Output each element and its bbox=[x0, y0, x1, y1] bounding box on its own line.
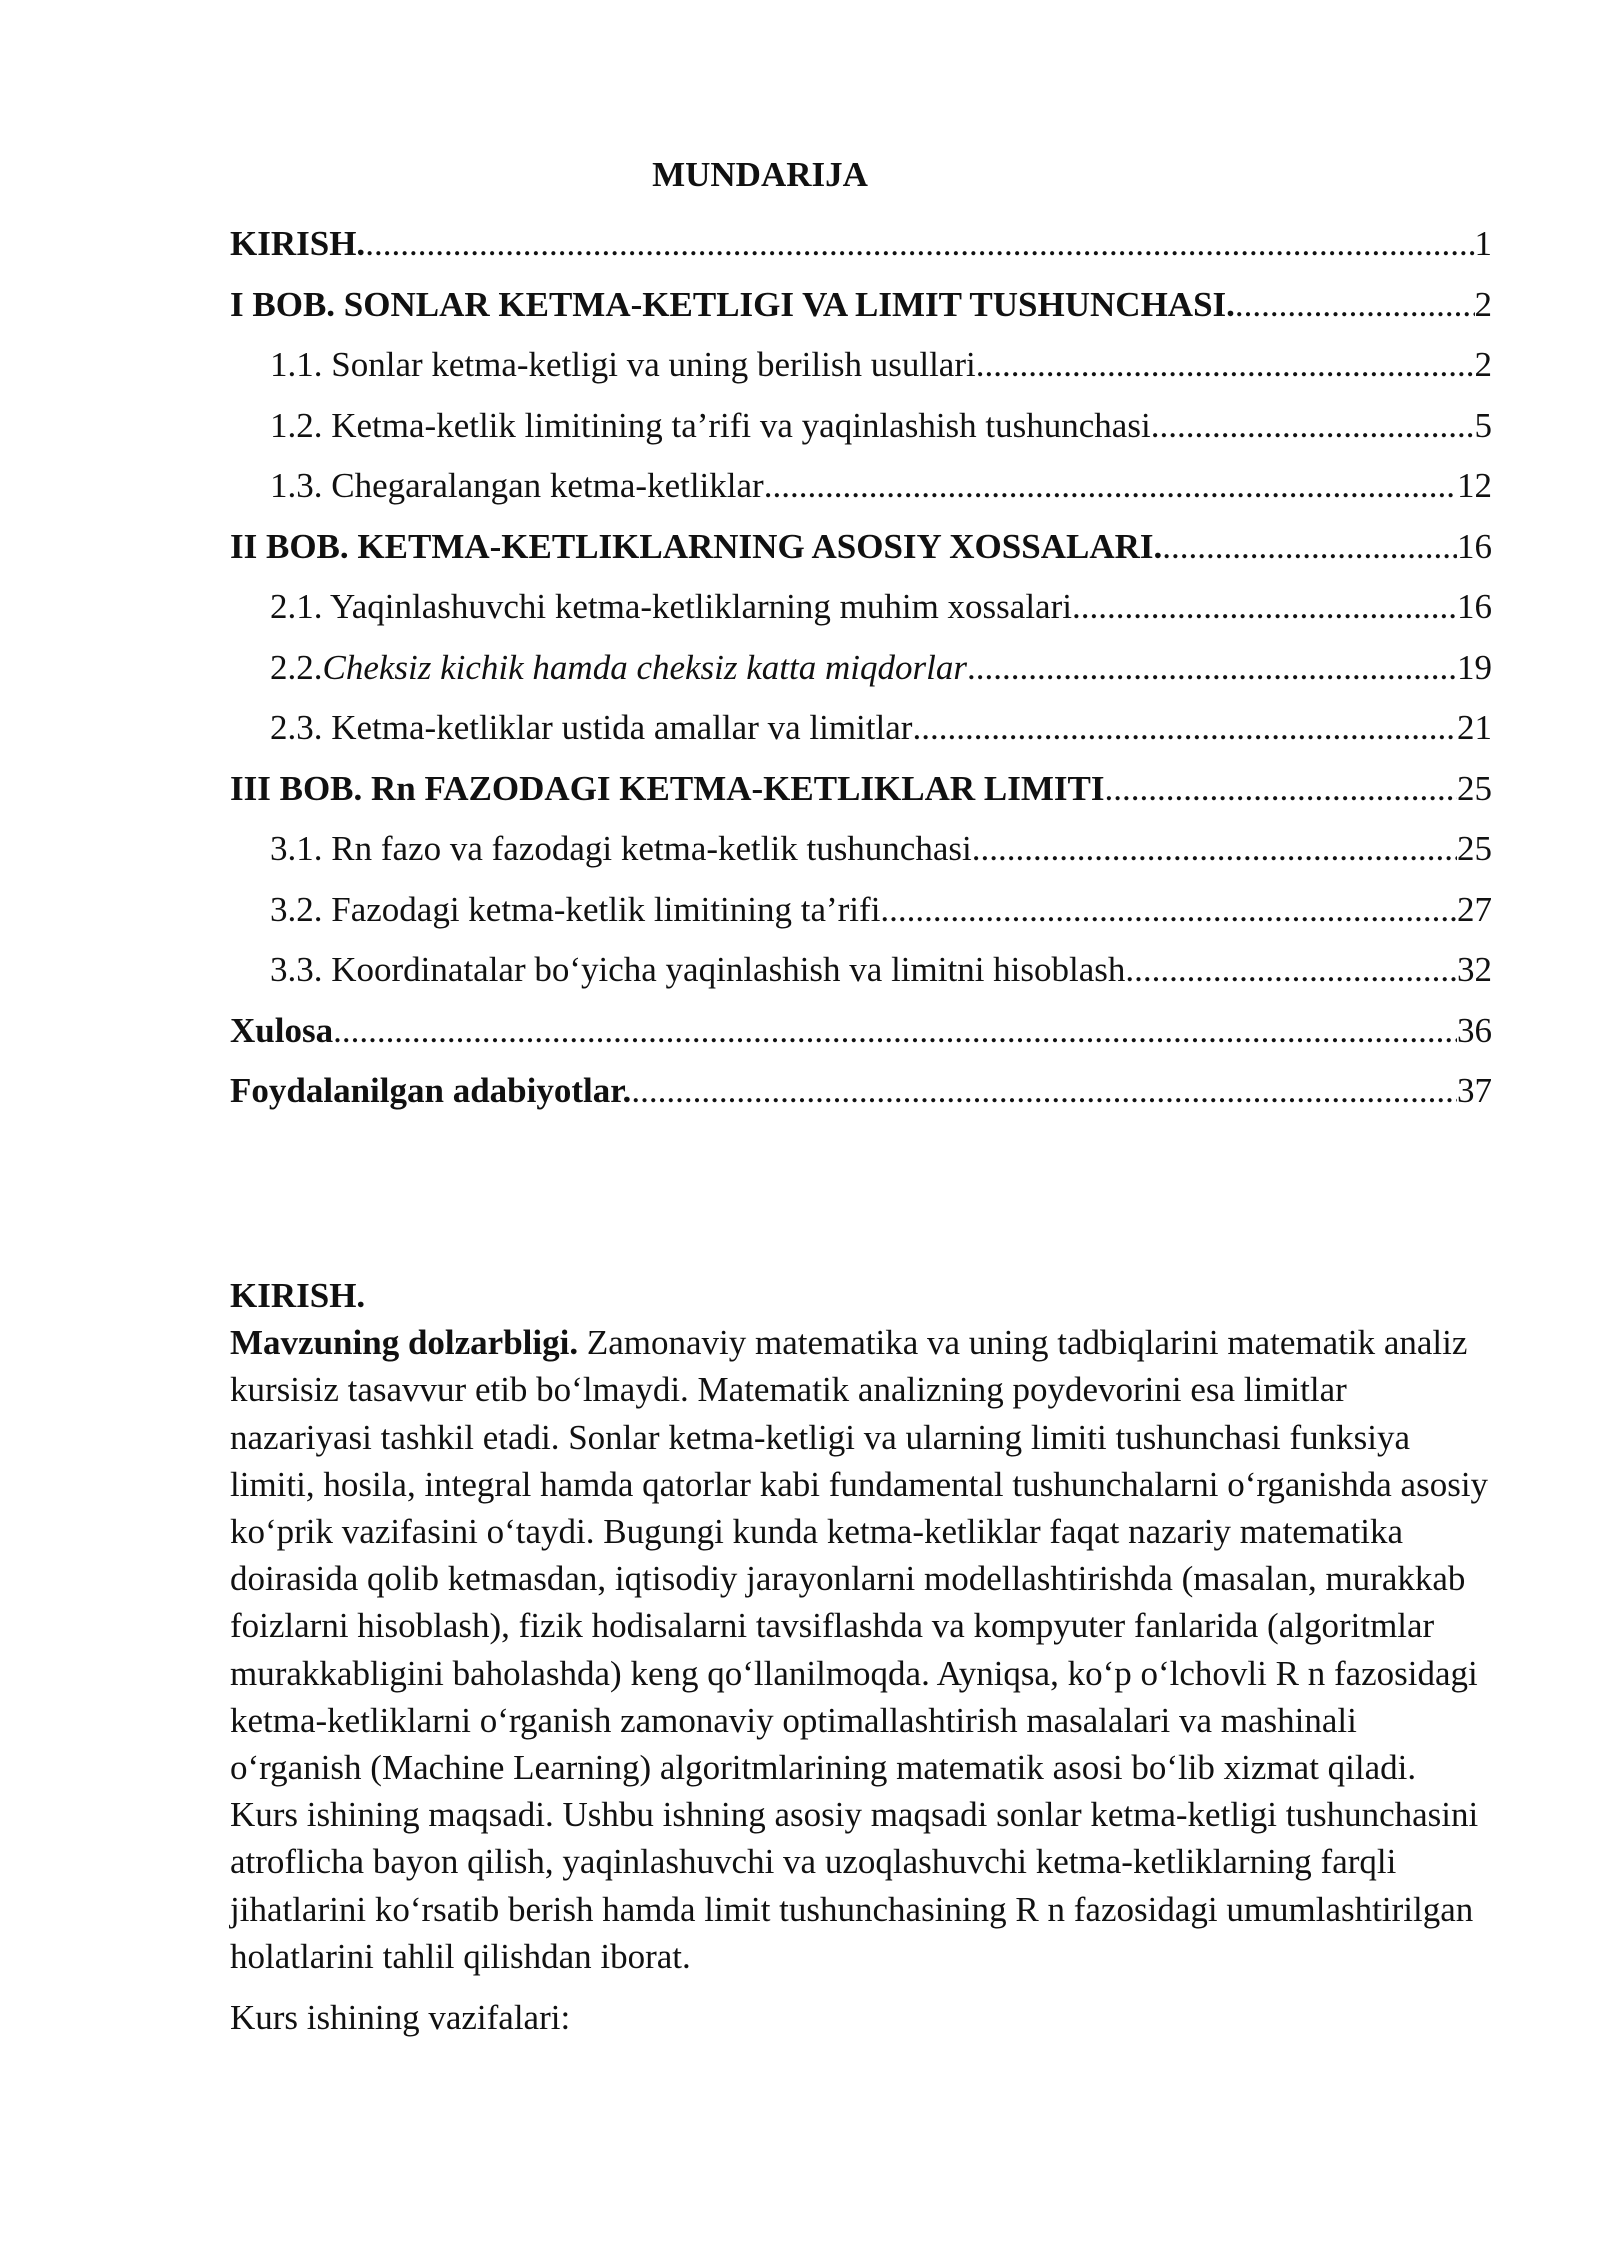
toc-leader-dots bbox=[764, 456, 1457, 516]
intro-lead: Mavzuning dolzarbligi. bbox=[230, 1323, 579, 1363]
toc-entry-label: Foydalanilgan adabiyotlar. bbox=[230, 1071, 632, 1110]
toc-entry[interactable] bbox=[230, 275, 1492, 336]
toc-leader-dots bbox=[880, 880, 1457, 940]
toc-entry-page: 37 bbox=[1457, 1071, 1492, 1110]
toc-entry-label bbox=[270, 638, 967, 698]
toc-entry-page: 5 bbox=[1474, 405, 1492, 445]
toc-entry[interactable] bbox=[230, 940, 1492, 1001]
toc-entry[interactable] bbox=[230, 698, 1492, 759]
toc-entry-page: 19 bbox=[1457, 647, 1492, 687]
toc-entry[interactable] bbox=[230, 880, 1492, 941]
toc-entry-page: 16 bbox=[1457, 526, 1492, 566]
toc-entry[interactable] bbox=[230, 456, 1492, 517]
tasks-heading: Kurs ishining vazifalari: bbox=[230, 1998, 571, 2038]
toc-entry[interactable] bbox=[230, 819, 1492, 880]
toc-leader-dots bbox=[976, 335, 1475, 395]
toc-entry-page: 32 bbox=[1457, 950, 1492, 989]
toc-entry-label: 1.1. Sonlar ketma-ketligi va uning berilish usullari bbox=[270, 345, 976, 384]
intro-paragraph bbox=[230, 1319, 1492, 1980]
toc-entry-page: 2 bbox=[1474, 345, 1492, 384]
toc-entry-page: 1 bbox=[1474, 224, 1492, 263]
table-of-contents bbox=[230, 214, 1492, 1122]
toc-leader-dots bbox=[1162, 517, 1457, 577]
toc-entry[interactable] bbox=[230, 214, 1492, 275]
toc-entry-page: 25 bbox=[1457, 829, 1492, 868]
toc-entry-page: 16 bbox=[1457, 587, 1492, 626]
toc-entry-page: 21 bbox=[1457, 708, 1492, 747]
toc-leader-dots bbox=[333, 1001, 1457, 1061]
toc-entry-label: 3.2. Fazodagi ketma-ketlik limitining ta’rifi bbox=[270, 889, 881, 929]
toc-leader-dots bbox=[1151, 396, 1475, 456]
toc-leader-dots bbox=[631, 1061, 1457, 1121]
toc-entry[interactable] bbox=[230, 577, 1492, 638]
toc-leader-dots bbox=[1072, 577, 1457, 637]
toc-entry-label: 1.2. Ketma-ketlik limitining ta’rifi va yaqinlashish tushunchasi bbox=[270, 405, 1151, 445]
toc-entry-label: 2.1. Yaqinlashuvchi ketma-ketliklarning muhim xossalari bbox=[270, 587, 1072, 626]
toc-title: MUNDARIJA bbox=[652, 155, 868, 194]
toc-entry-page: 12 bbox=[1457, 466, 1492, 505]
toc-leader-dots bbox=[967, 638, 1457, 698]
toc-leader-dots bbox=[1235, 275, 1475, 335]
toc-entry-label: 1.3. Chegaralangan ketma-ketliklar bbox=[270, 466, 764, 505]
toc-entry-label: KIRISH. bbox=[230, 224, 366, 263]
intro-body: Zamonaviy matematika va uning tadbiqlarini matematik analiz kursisiz tasavvur etib bo‘lmaydi. Matematik analizning poydevorini esa limitlar nazariyasi tashkil etadi. Sonlar ketma-ketligi va ularning limiti tushunchasi funksiya limiti, hosila, integral hamda qatorlar kabi fundamental tushunchalarni o‘rganishda asosiy ko‘prik vazifasini o‘taydi. Bugungi kunda ketma-ketliklar faqat nazariy matematika doirasida qolib ketmasdan, iqtisodiy jarayonlarni modellashtirishda (masalan, murakkab foizlarni hisoblash), fizik hodisalarni tavsiflashda va kompyuter fanlarida (algoritmlar murakkabligini baholashda) keng qo‘llanilmoqda. Ayniqsa, ko‘p o‘lchovli R n fazosidagi ketma-ketliklarni o‘rganish zamonaviy optimallashtirish masalalari va mashinali o‘rganish (Machine Learning) algoritmlarining matematik asosi bo‘lib xizmat qiladi. Kurs ishining maqsadi. Ushbu ishning asosiy maqsadi sonlar ketma-ketligi tushunchasini atroflicha bayon qilish, yaqinlashuvchi va uzoqlashuvchi ketma-ketliklarning farqli jihatlarini ko‘rsatib berish hamda limit tushunchasining R n fazosidagi umumlashtirilgan holatlarini tahlil qilishdan iborat. bbox=[230, 1323, 1489, 1976]
toc-entry-page: 36 bbox=[1457, 1010, 1492, 1050]
toc-entry[interactable] bbox=[230, 1061, 1492, 1122]
toc-entry-page: 25 bbox=[1457, 768, 1492, 808]
toc-entry[interactable] bbox=[230, 517, 1492, 578]
toc-leader-dots bbox=[1105, 759, 1457, 819]
toc-entry-label: 3.3. Koordinatalar bo‘yicha yaqinlashish va limitni hisoblash bbox=[270, 950, 1126, 989]
toc-entry-italic-title: Cheksiz kichik hamda cheksiz katta miqdorlar bbox=[322, 647, 967, 687]
toc-leader-dots bbox=[365, 214, 1474, 274]
toc-entry-label: II BOB. KETMA-KETLIKLARNING ASOSIY XOSSALARI. bbox=[230, 526, 1163, 566]
toc-entry-page: 2 bbox=[1474, 284, 1492, 324]
toc-entry[interactable] bbox=[230, 759, 1492, 820]
intro-heading: KIRISH. bbox=[230, 1276, 366, 1315]
toc-entry-label: I BOB. SONLAR KETMA-KETLIGI VA LIMIT TUSHUNCHASI. bbox=[230, 284, 1235, 324]
toc-entry[interactable] bbox=[230, 396, 1492, 457]
introduction-section bbox=[230, 1272, 1492, 2041]
toc-entry[interactable] bbox=[230, 335, 1492, 396]
toc-entry-number: 2.2. bbox=[270, 647, 323, 687]
toc-entry[interactable] bbox=[230, 1001, 1492, 1062]
toc-leader-dots bbox=[912, 698, 1457, 758]
toc-entry[interactable] bbox=[230, 638, 1492, 699]
toc-entry-page: 27 bbox=[1457, 889, 1492, 929]
toc-entry-label: III BOB. Rn FAZODAGI KETMA-KETLIKLAR LIMITI bbox=[230, 768, 1105, 808]
toc-entry-label: 2.3. Ketma-ketliklar ustida amallar va limitlar bbox=[270, 708, 913, 747]
toc-entry-label: 3.1. Rn fazo va fazodagi ketma-ketlik tushunchasi bbox=[270, 829, 972, 868]
toc-leader-dots bbox=[1125, 940, 1457, 1000]
toc-entry-label: Xulosa bbox=[230, 1010, 334, 1050]
toc-leader-dots bbox=[972, 819, 1457, 879]
